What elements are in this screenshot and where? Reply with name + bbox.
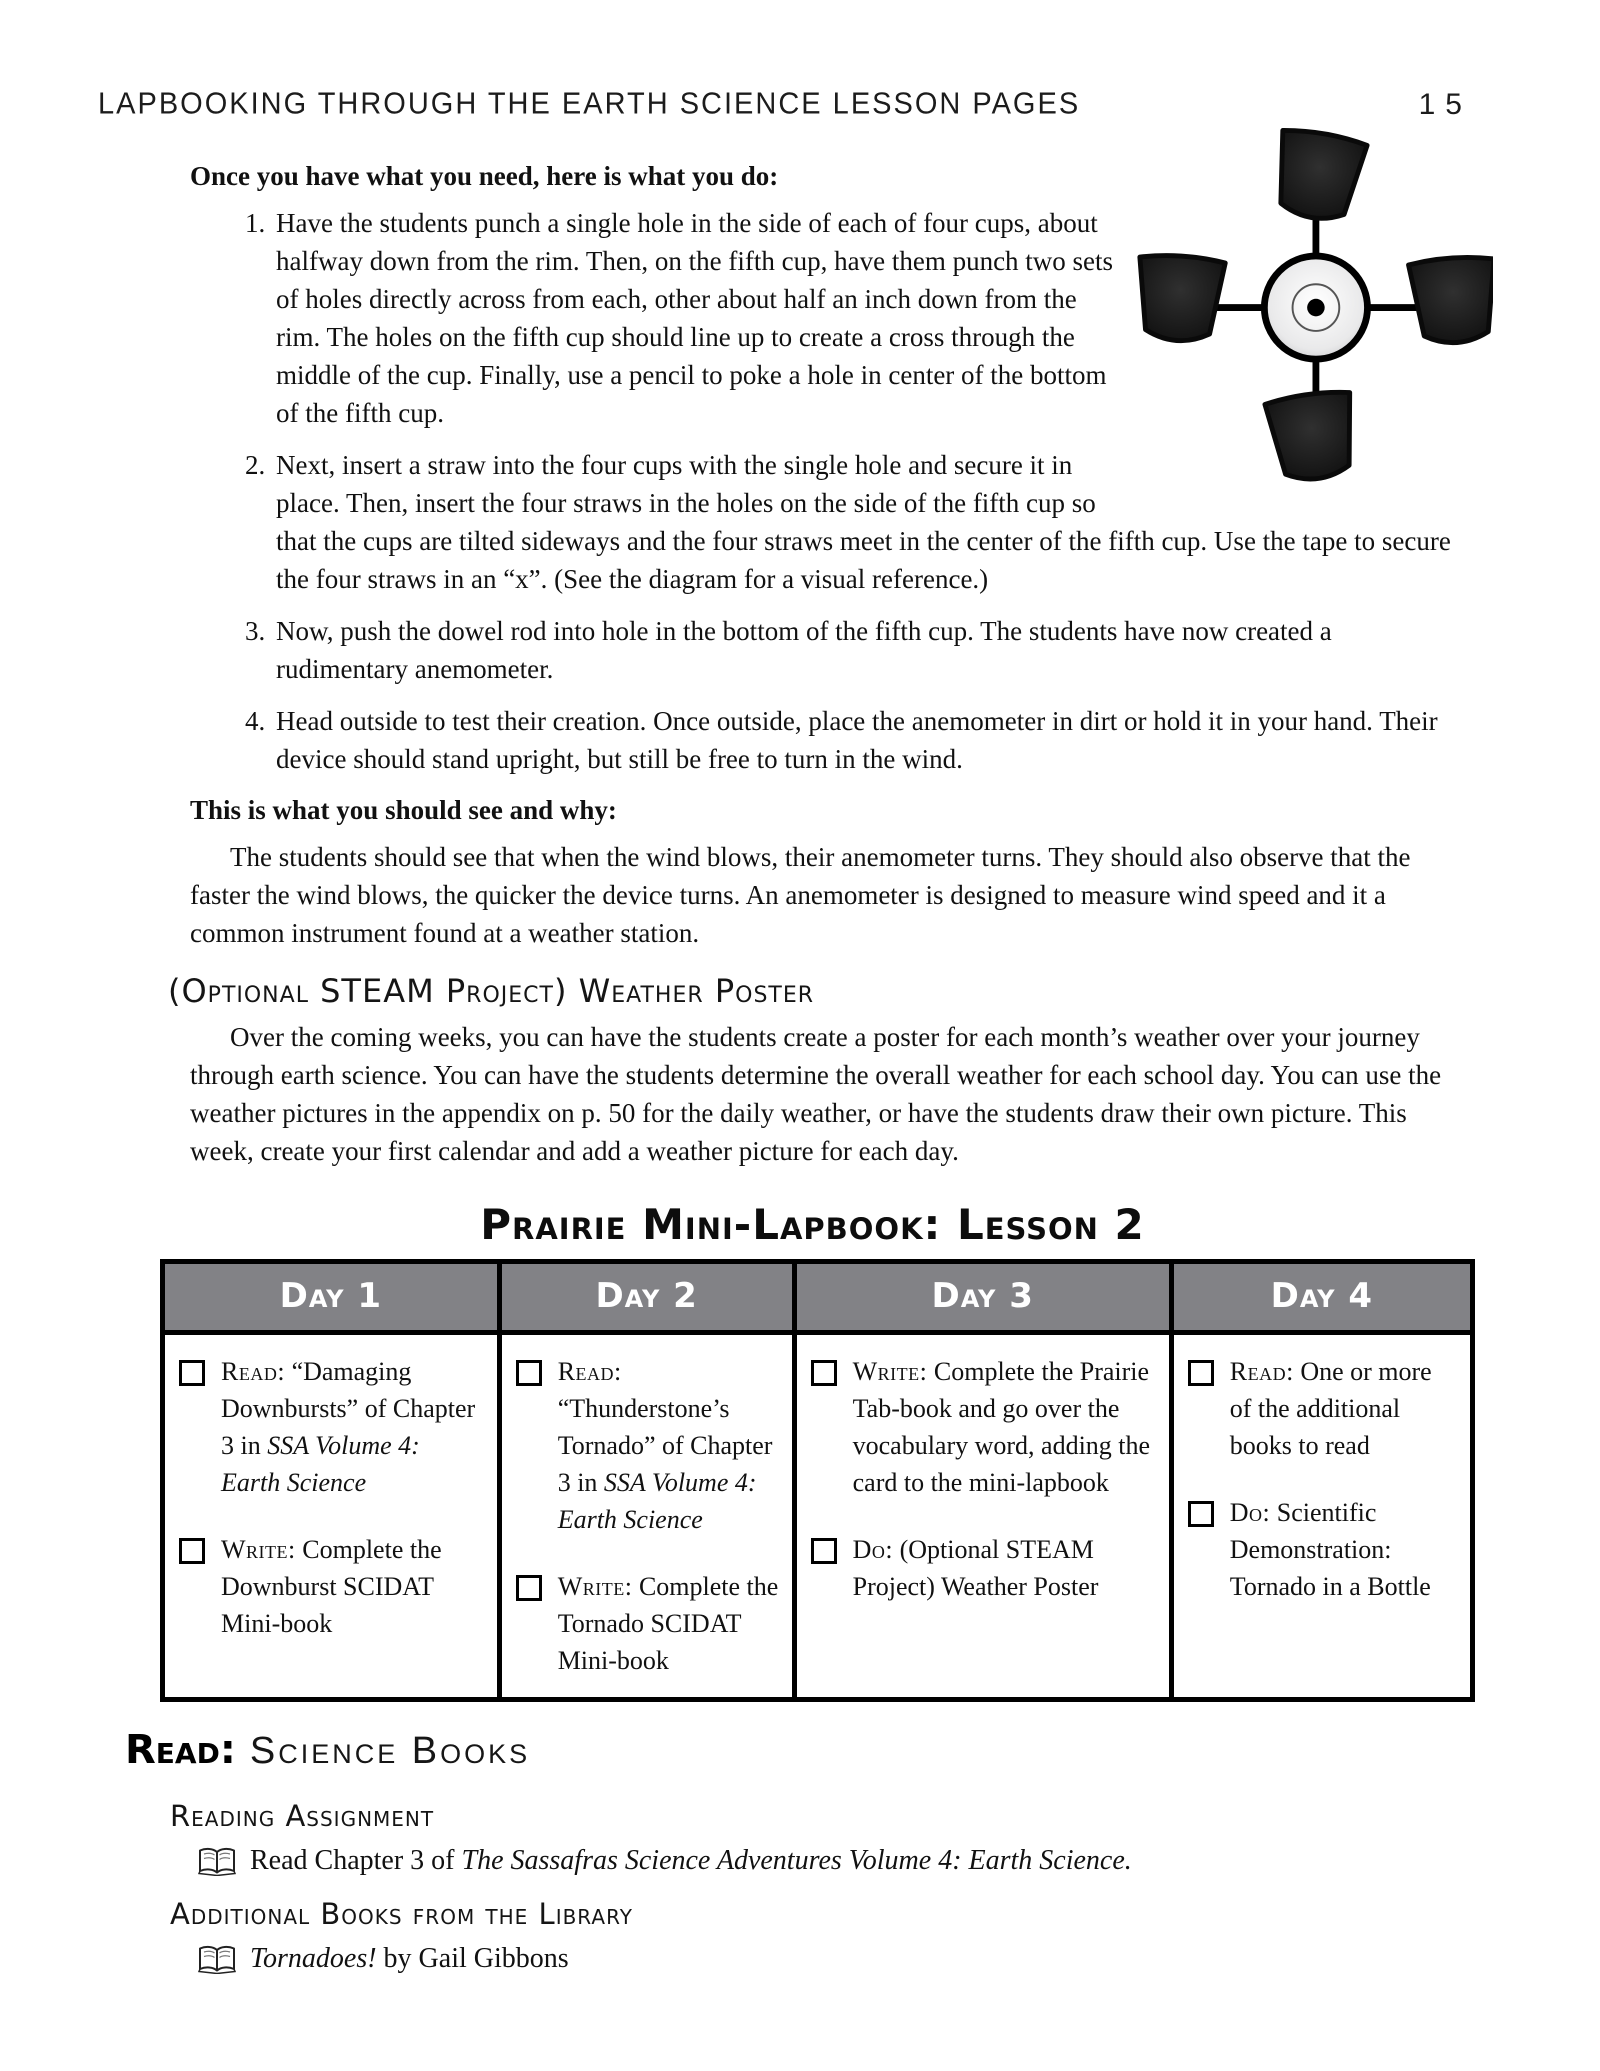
- text-segment: Complete the Downburst SCIDAT Mini-book: [221, 1535, 442, 1638]
- steam-project-body: Over the coming weeks, you can have the students create a poster for each month’s weather over your journey through earth science. You can have the students determine the overall weather for each school day. You can use the weather pictures in the appendix on p. 50 for the daily weather, or have the students draw their own picture. This week, create your first calendar and add a weather picture for each day.: [190, 1022, 1442, 1166]
- steam-project-heading: (Optional STEAM Project) Weather Poster: [168, 972, 815, 1010]
- observation-body: The students should see that when the wind blows, their anemometer turns. They should also observe that the faster the wind blows, the quicker the device turns. An anemometer is designed to measure wind speed and it a common instrument found at a weather station.: [190, 842, 1411, 948]
- task-text: [1230, 1353, 1458, 1464]
- text-segment: Write:: [557, 1572, 633, 1601]
- text-segment: Write:: [221, 1535, 296, 1564]
- instruction-step: 3. Now, push the dowel rod into hole in the bottom of the fifth cup. The students have now created a rudimentary anemometer.: [272, 612, 1465, 688]
- main-content: [125, 158, 1465, 1987]
- running-head: [98, 88, 1472, 122]
- instruction-step: 1. Have the students punch a single hole in the side of each of four cups, about halfway down from the rim. Then, on the fifth cup, have them punch two sets of holes directly across from each, other about half an inch down from the rim. The holes on the fifth cup should line up to create a cross through the middle of the cup. Finally, use a pencil to poke a hole in center of the bottom of the fifth cup.: [272, 204, 1465, 432]
- anemometer-cup-top: [1269, 127, 1368, 225]
- text-segment: Read Chapter 3 of: [250, 1845, 462, 1876]
- checkbox-icon: [811, 1360, 837, 1386]
- science-books-label: Science Books: [249, 1730, 531, 1772]
- task-item: [811, 1353, 1157, 1501]
- text-segment: Complete the Prairie Tab-book and go over the vocabulary word, adding the card to the mini-lapbook: [852, 1357, 1151, 1497]
- table-header-day-4: Day 4: [1174, 1264, 1470, 1335]
- task-item: [179, 1531, 485, 1642]
- task-item: [1188, 1494, 1458, 1605]
- anemometer-cup-bottom: [1264, 389, 1361, 485]
- task-text: [221, 1531, 485, 1642]
- text-segment: “Damaging Downbursts” of Chapter 3 in: [221, 1357, 476, 1460]
- read-science-books-heading: [125, 1728, 1465, 1781]
- anemometer-illustration: [1133, 126, 1493, 494]
- checkbox-icon: [1188, 1360, 1214, 1386]
- instructions-block: [190, 204, 1465, 778]
- read-label: Read:: [125, 1727, 236, 1773]
- anemometer-cup-right: [1408, 255, 1493, 345]
- text-segment: The Sassafras Science Adventures Volume 4: Earth Science.: [461, 1845, 1132, 1876]
- table-cell-day-4: [1174, 1335, 1470, 1697]
- page-header-title: LAPBOOKING THROUGH THE EARTH SCIENCE LESSON PAGES: [98, 87, 1081, 121]
- checkbox-icon: [516, 1575, 542, 1601]
- text-segment: Read:: [1229, 1357, 1294, 1386]
- text-segment: Read:: [221, 1357, 286, 1386]
- table-header-day-2: Day 2: [502, 1264, 797, 1335]
- open-book-icon: [198, 1944, 236, 1974]
- text-segment: (Optional STEAM Project) Weather Poster: [852, 1535, 1099, 1601]
- task-text: [558, 1568, 780, 1679]
- checkbox-icon: [516, 1360, 542, 1386]
- instruction-step: 2. Next, insert a straw into the four cups with the single hole and secure it in place. Then, insert the four straws in the holes on the side of the fifth cup so that the cups are tilted sideways and the four straws meet in the center of the fifth cup. Use the tape to secure the four straws in an “x”. (See the diagram for a visual reference.): [272, 446, 1465, 598]
- task-text: [853, 1353, 1157, 1501]
- task-item: [516, 1353, 780, 1538]
- task-item: [516, 1568, 780, 1679]
- table-cell-day-1: [165, 1335, 502, 1697]
- checkbox-icon: [1188, 1501, 1214, 1527]
- anemometer-cup-left: [1134, 253, 1225, 343]
- text-segment: by Gail Gibbons: [376, 1943, 569, 1974]
- text-segment: SSA Volume 4: Earth Science: [557, 1468, 757, 1534]
- observation-lead: This is what you should see and why:: [190, 795, 617, 825]
- reading-assignment-text: [250, 1843, 1132, 1879]
- text-segment: Do:: [852, 1535, 894, 1564]
- page-number: 15: [1418, 88, 1472, 121]
- lapbook-table-title: Prairie Mini-Lapbook: Lesson 2: [480, 1200, 1145, 1249]
- checkbox-icon: [179, 1360, 205, 1386]
- task-item: [1188, 1353, 1458, 1464]
- table-header-day-3: Day 3: [797, 1264, 1174, 1335]
- task-item: [811, 1531, 1157, 1605]
- table-header-day-1: Day 1: [165, 1264, 502, 1335]
- text-segment: Tornadoes!: [250, 1943, 377, 1974]
- checkbox-icon: [811, 1538, 837, 1564]
- table-cell-day-3: [797, 1335, 1174, 1697]
- reading-assignment-heading: Reading Assignment: [170, 1799, 435, 1833]
- table-cell-day-2: [502, 1335, 797, 1697]
- anemometer-axle: [1307, 299, 1325, 317]
- reading-assignment-item: [198, 1843, 1465, 1879]
- library-book-text: [250, 1941, 569, 1977]
- text-segment: Complete the Tornado SCIDAT Mini-book: [557, 1572, 779, 1675]
- task-item: [179, 1353, 485, 1501]
- text-segment: Do:: [1229, 1498, 1271, 1527]
- instructions-lead: Once you have what you need, here is what you do:: [190, 161, 779, 191]
- lapbook-schedule-table: [160, 1259, 1475, 1702]
- task-text: [853, 1531, 1157, 1605]
- anemometer-diagram: [1133, 126, 1493, 494]
- text-segment: SSA Volume 4: Earth Science: [221, 1431, 420, 1497]
- text-segment: Read:: [557, 1357, 622, 1386]
- text-segment: Write:: [852, 1357, 928, 1386]
- task-text: [221, 1353, 485, 1501]
- task-text: [1230, 1494, 1458, 1605]
- instruction-step: 4. Head outside to test their creation. Once outside, place the anemometer in dirt or hold it in your hand. Their device should stand upright, but still be free to turn in the wind.: [272, 702, 1465, 778]
- text-segment: One or more of the additional books to read: [1229, 1357, 1432, 1460]
- text-segment: “Thunderstone’s Tornado” of Chapter 3 in: [557, 1394, 773, 1497]
- library-book-item: [198, 1941, 1465, 1977]
- text-segment: Scientific Demonstration: Tornado in a Bottle: [1229, 1498, 1431, 1601]
- additional-books-heading: Additional Books from the Library: [170, 1897, 633, 1931]
- checkbox-icon: [179, 1538, 205, 1564]
- task-text: [558, 1353, 780, 1538]
- open-book-icon: [198, 1846, 236, 1876]
